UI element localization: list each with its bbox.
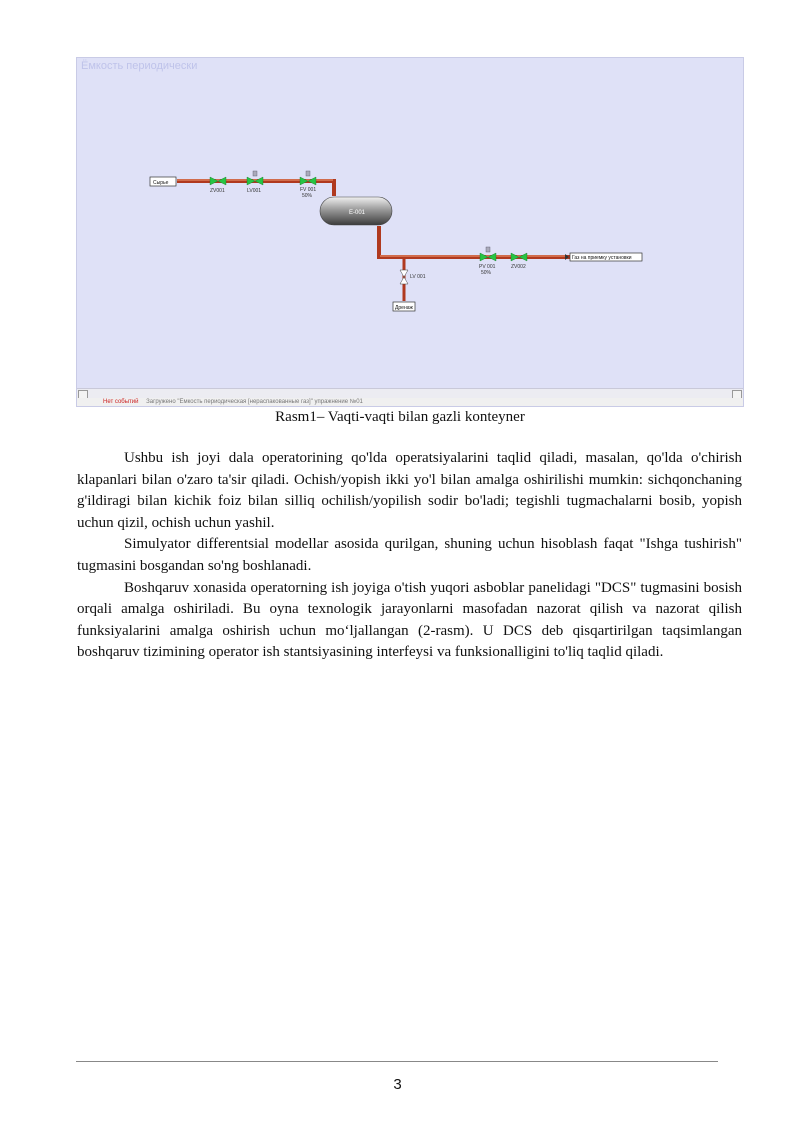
svg-text:FV 001: FV 001 — [300, 187, 317, 193]
svg-text:LV 001: LV 001 — [410, 274, 426, 280]
valve-drain[interactable] — [400, 270, 426, 284]
window-title: Ёмкость периодически — [81, 60, 198, 72]
drain-box[interactable] — [393, 302, 415, 311]
svg-text:LV001: LV001 — [247, 188, 262, 194]
outlet-pipe — [379, 226, 572, 257]
svg-text:50%: 50% — [302, 193, 313, 199]
vessel-e001[interactable] — [320, 197, 392, 225]
svg-text:Газ на приемку установки: Газ на приемку установки — [572, 255, 632, 261]
body-text — [77, 448, 742, 664]
process-flow-diagram — [77, 58, 743, 388]
footer-divider — [76, 1061, 718, 1062]
svg-text:50%: 50% — [481, 270, 492, 276]
svg-text:ZV001: ZV001 — [210, 188, 225, 194]
paragraph: Simulyator differentsial modellar asosida qurilgan, shuning uchun hisoblash faqat "Ishga tushirish" tugmasini bosgandan so'ng boshlanadi. — [77, 536, 742, 574]
figure-caption: Rasm1– Vaqti-vaqti bilan gazli konteyner — [275, 409, 525, 425]
svg-text:Дренаж: Дренаж — [395, 305, 413, 311]
svg-text:PV 001: PV 001 — [479, 264, 496, 270]
valve-pv001[interactable] — [479, 247, 496, 276]
status-bar — [77, 398, 743, 406]
source-box[interactable] — [150, 177, 176, 186]
status-message: Загружено "Ёмкость периодическая [нераспакованные газ]" упражнение №01 — [146, 399, 363, 405]
destination-box[interactable] — [565, 253, 642, 261]
source-label: Сырье — [153, 180, 169, 186]
paragraph: Ushbu ish joyi dala operatorining qo'lda operatsiyalarini taqlid qiladi, masalan, qo'lda o'chirish klapanlari bilan o'zaro ta'sir qiladi. Ochish/yopish ikki yo'l bilan amalga oshirilishi mumkin: sichqonchaning g'ildiragi bilan kichik foiz bilan silliq ochilish/yopilish sodir bo'ladi; tegishli tugmachalarni bosib, yopish uchun qizil, ochish uchun yashil. — [77, 450, 742, 531]
events-status: Нет событий — [103, 399, 139, 405]
page-number: 3 — [393, 1076, 402, 1093]
svg-text:ZV002: ZV002 — [511, 264, 526, 270]
valve-fv001[interactable] — [300, 171, 316, 199]
svg-text:E-001: E-001 — [349, 210, 366, 216]
process-diagram-screenshot — [76, 57, 744, 407]
paragraph: Boshqaruv xonasida operatorning ish joyiga o'tish yuqori asboblar panelidagi "DCS" tugmasini bosish orqali amalga oshiriladi. Bu oyna texnologik jarayonlarni masofadan nazorat qilish va nazorat qilish funksiyalarini amalga oshirish uchun mo‘ljallangan (2-rasm). U DCS deb qisqartirilgan taqsimlangan boshqaruv tizimining operator ish stantsiyasining interfeysi va funksionalligini to'liq taqlid qiladi. — [77, 579, 742, 661]
